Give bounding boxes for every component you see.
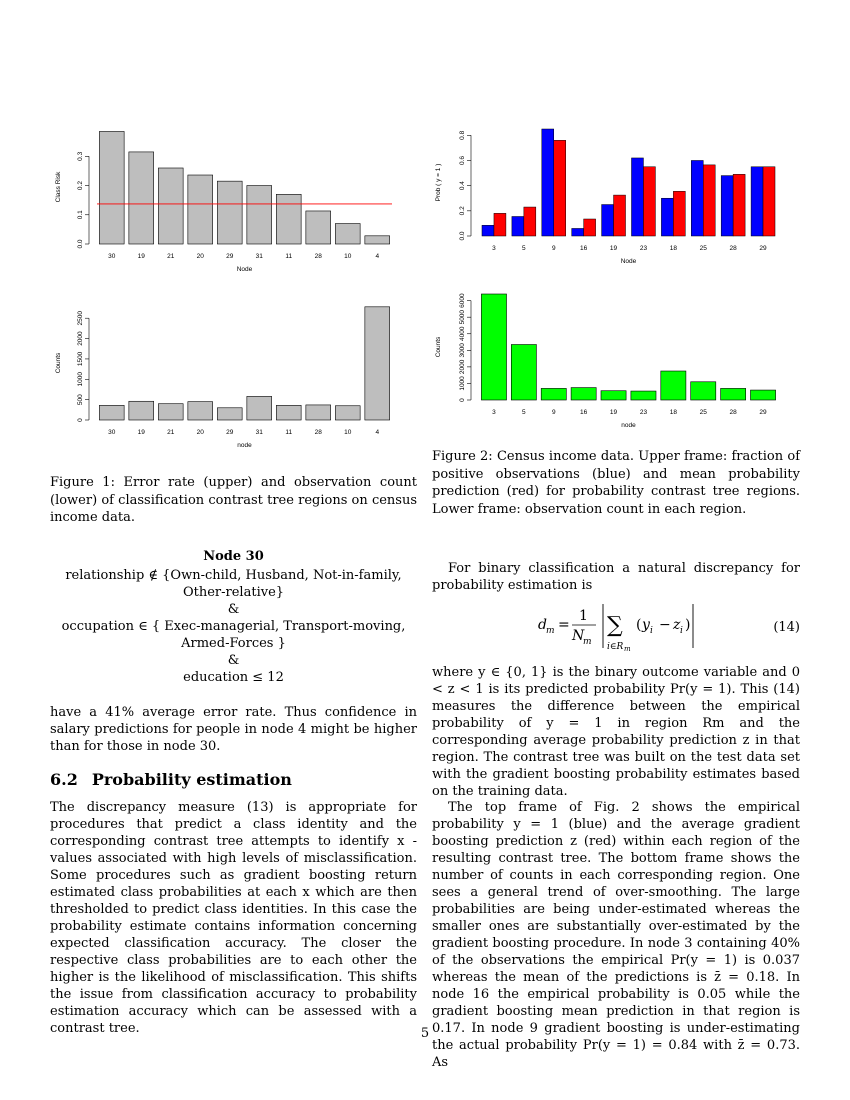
node-rule-line: occupation ∈ { Exec-managerial, Transport-moving, [61,619,406,634]
y-tick-label: 0.2 [77,181,84,191]
x-tick-label: 31 [255,253,263,260]
x-tick-label: 23 [639,409,648,416]
y-tick-label: 0.2 [459,206,466,216]
bar [554,140,566,236]
paragraph: have a 41% average error rate. Thus confidence in salary predictions for people in node 4 might be higher than for those in node 30. [50,705,417,754]
bar [247,396,272,420]
eq-z: z [673,617,681,633]
y-tick-label: 500 [77,394,84,406]
bar [335,406,360,420]
bar [541,388,566,400]
bar [365,236,390,244]
right-paragraph-1 [432,560,800,594]
x-tick-label: 28 [314,253,322,260]
bar [691,160,703,236]
figure2-caption: Figure 2: Census income data. Upper frame: fraction of positive observations (blue) and mean probability prediction (red) for probability contrast tree regions. Lower frame: observation count in each region. [432,449,800,517]
bar [494,213,506,236]
x-tick-label: 21 [167,429,175,436]
y-tick-label: 2000 [459,359,466,375]
bar [572,228,584,236]
bar [217,408,242,420]
eq-minus: − [659,617,671,633]
x-tick-label: 29 [226,429,234,436]
eq-equals: = [558,617,570,633]
eq-paren-close: ) [685,617,691,633]
x-tick-label: 25 [699,245,707,252]
eq-sum-index: i∈R [607,642,624,652]
equation-number: (14) [773,620,800,635]
bar [661,198,673,236]
x-tick-label: 30 [108,253,116,260]
x-tick-label: 4 [375,253,380,260]
bar [661,371,686,400]
y-tick-label: 6000 [459,293,466,308]
figure1-lower-chart [50,300,400,450]
bar [614,195,626,236]
bar [247,186,272,244]
eq-paren: ( [636,617,642,633]
x-tick-label: 5 [522,409,526,416]
x-tick-label: 16 [580,245,588,252]
eq-one: 1 [579,608,588,624]
x-tick-label: 18 [669,409,677,416]
x-tick-label: 9 [551,409,556,416]
y-tick-label: 2000 [77,331,84,346]
probability-bar-chart [430,125,780,265]
eq-sub-i2: i [680,626,683,636]
x-tick-label: 19 [609,409,618,416]
y-tick-label: 4000 [459,326,466,341]
section-number: 6.2 [50,770,78,789]
bar [276,405,301,420]
y-tick-label: 5000 [459,309,466,325]
bar [512,216,524,236]
x-tick-label: 29 [226,253,234,260]
bar [129,401,154,420]
right-paragraph-2 [432,664,800,800]
y-tick-label: 0.3 [77,151,84,161]
x-tick-label: 19 [137,429,145,436]
x-tick-label: 9 [551,245,556,252]
y-tick-label: 3000 [459,343,466,358]
paragraph: The discrepancy measure (13) is appropriate for procedures that predict a class identity and the corresponding contrast tree attempts to identify x - values associated with high levels of misclassification. Some procedures such as gradient boosting return estimated class probabilities at each x which are then thresholded to predict class identities. In this case the probability estimate contains information concerning expected classification accuracy. The closer the respective class probabilities are to each other the higher is the likelihood of misclassification. This shifts the issue from classification accuracy to probability estimation accuracy which can be assessed with a contrast tree. [50,800,417,1036]
y-axis-label: Prob ( y = 1 ) [435,163,442,202]
y-tick-label: 0.1 [77,210,84,220]
paragraph: where y ∈ {0, 1} is the binary outcome variable and 0 < z < 1 is its predicted probability Pr(y = 1). This (14) measures the difference between the empirical probability of y = 1 in region Rm and the corresponding average probability prediction z in that region. The contrast tree was built on the test data set with the gradient boosting probability estimates based on the training data. [432,665,800,799]
x-axis-label: Node [236,266,253,273]
figure2-upper-chart [430,125,780,265]
x-tick-label: 10 [344,253,352,260]
bar [482,225,494,236]
bar [751,167,763,236]
bar [750,390,775,400]
eq-sum: ∑ [607,613,623,638]
x-tick-label: 21 [167,253,175,260]
section-heading [50,770,292,789]
bar [703,165,715,236]
x-tick-label: 11 [285,429,293,436]
bar [99,131,124,244]
bar [481,294,506,400]
y-tick-label: 0.6 [459,155,466,165]
node-rule-amp: & [227,653,240,668]
bar [511,345,536,400]
bar [335,224,360,244]
paragraph: The top frame of Fig. 2 shows the empirical probability y = 1 (blue) and the average gradient boosting prediction z (red) within each region of the resulting contrast tree. The bottom frame shows the number of counts in each corresponding region. One sees a general trend of over-smoothing. The large probabilities are being under-estimated whereas the smaller ones are substantially over-estimated by the gradient boosting procedure. In node 3 containing 40% of the observations the empirical Pr(y = 1) is 0.037 whereas the mean of the predictions is z̄ = 0.18. In node 16 the empirical probability is 0.05 while the gradient boosting mean prediction in that region is 0.17. In node 9 gradient boosting is under-estimating the actual probability Pr(y = 1) = 0.84 with z̄ = 0.73. As [432,800,800,1070]
bar [158,404,183,420]
node-rule-line: Other-relative} [182,585,285,600]
bar [601,391,626,400]
eq-N: N [572,628,585,644]
x-tick-label: 4 [375,429,380,436]
node-rule-amp: & [227,602,240,617]
bar [763,167,775,236]
node-rule-line: relationship ∉ {Own-child, Husband, Not-in-family, [65,568,402,583]
bar [733,174,745,236]
y-tick-label: 1000 [459,376,466,391]
x-tick-label: 11 [285,253,293,260]
bar [306,211,331,244]
y-tick-label: 0.0 [459,231,466,241]
eq-sub-i: i [650,626,653,636]
x-tick-label: 28 [729,245,737,252]
y-tick-label: 1500 [77,351,84,367]
x-tick-label: 10 [344,429,352,436]
eq-sub-m2: m [583,637,592,647]
bar [571,388,596,400]
eq-sub-m: m [546,626,555,636]
x-tick-label: 3 [492,245,496,252]
left-paragraph-1 [50,704,417,755]
x-tick-label: 20 [196,253,204,260]
bar [673,191,685,236]
y-tick-label: 2500 [77,310,84,326]
bar [276,194,301,244]
counts-bar-chart [50,300,400,450]
eq-sum-index-m: m [624,645,631,653]
bar [631,158,643,236]
bar [631,391,656,400]
bar [524,207,536,236]
x-tick-label: 28 [314,429,322,436]
class-risk-bar-chart [50,122,400,282]
y-tick-label: 0.4 [459,181,466,191]
y-tick-label: 0 [77,418,84,422]
figure1-caption: Figure 1: Error rate (upper) and observation count (lower) of classification contrast tree regions on census income data. [50,475,417,525]
x-tick-label: 20 [196,429,204,436]
x-tick-label: 31 [255,429,263,436]
x-tick-label: 16 [580,409,588,416]
bar [584,219,596,236]
node-rule-line: education ≤ 12 [183,670,284,685]
x-axis-label: node [237,442,252,449]
counts-bar-chart-green [430,288,780,430]
bar [188,175,213,244]
x-axis-label: node [621,422,636,429]
bar [306,405,331,420]
x-tick-label: 30 [108,429,116,436]
eq-d: d [538,617,547,633]
left-paragraph-2 [50,799,417,1037]
bar [721,388,746,400]
x-tick-label: 25 [699,409,707,416]
bar [188,402,213,420]
eq-y: y [642,617,650,633]
x-axis-label: Node [620,258,637,265]
y-tick-label: 0 [459,398,466,402]
bar [365,307,390,420]
bar [602,205,614,236]
x-tick-label: 5 [522,245,526,252]
bar [691,382,716,400]
section-title: Probability estimation [91,770,292,789]
equation-14 [432,598,800,654]
page-number: 5 [420,1026,430,1041]
bar [721,176,733,236]
bar [217,181,242,244]
x-tick-label: 19 [609,245,618,252]
x-tick-label: 23 [639,245,648,252]
y-tick-label: 0.0 [77,239,84,249]
bar [643,167,655,236]
y-axis-label: Counts [435,336,442,358]
x-tick-label: 29 [759,245,767,252]
y-axis-label: Class Risk [55,171,62,203]
bar [158,168,183,244]
figure1-upper-chart [50,122,400,282]
paragraph: For binary classification a natural discrepancy for probability estimation is [432,561,800,593]
node-rule-line: Armed-Forces } [181,636,286,651]
y-axis-label: Counts [55,352,62,374]
x-tick-label: 18 [669,245,677,252]
bar [129,152,154,244]
figure2-lower-chart [430,288,780,430]
x-tick-label: 19 [137,253,145,260]
x-tick-label: 29 [759,409,767,416]
node-title: Node 30 [203,549,264,564]
y-tick-label: 0.8 [459,130,466,140]
x-tick-label: 3 [492,409,496,416]
y-tick-label: 1000 [77,372,84,387]
x-tick-label: 28 [729,409,737,416]
bar [542,129,554,236]
node-30-rule [50,548,417,686]
bar [99,405,124,420]
